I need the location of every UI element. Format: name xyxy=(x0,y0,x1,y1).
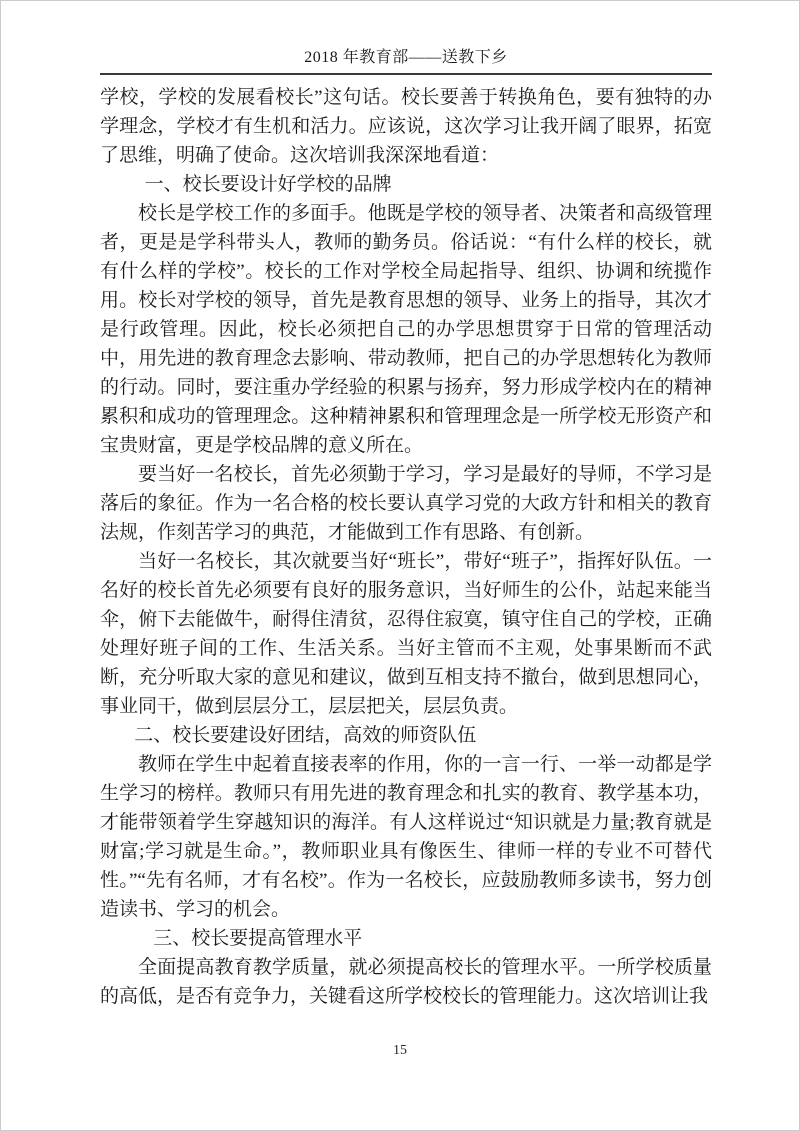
paragraph: 全面提高教育教学质量，就必须提高校长的管理水平。一所学校质量的高低，是否有竞争力，关键看这所学校校长的管理能力。这次培训让我 xyxy=(100,957,712,1007)
page-header-title: 2018 年教育部——送教下乡 xyxy=(304,49,508,66)
paragraph: 校长是学校工作的多面手。他既是学校的领导者、决策者和高级管理者，更是是学科带头人，教师的勤务员。俗话说：“有什么样的校长，就有什么样的学校”。校长的工作对学校全局起指导、组织、协调和统揽作用。校长对学校的领导，首先是教育思想的领导、业务上的指导，其次才是行政管理。因此，校长必须把自己的办学思想贯穿于日常的管理活动中，用先进的教育理念去影响、带动教师，把自己的办学思想转化为教师的行动。同时，要注重办学经验的积累与扬弃，努力形成学校内在的精神累积和成功的管理理念。这种精神累积和管理理念是一所学校无形资产和宝贵财富，更是学校品牌的意义所在。 xyxy=(100,203,712,456)
page-footer xyxy=(1,1042,799,1060)
paragraph: 要当好一名校长，首先必须勤于学习，学习是最好的导师，不学习是落后的象征。作为一名合格的校长要认真学习党的大政方针和相关的教育法规，作刻苦学习的典范，才能做到工作有思路、有创新。 xyxy=(100,464,712,543)
document-body xyxy=(100,83,712,1011)
section-heading-2: 二、校长要建设好团结，高效的师资队伍 xyxy=(134,725,477,746)
section-heading-3: 三、校长要提高管理水平 xyxy=(153,928,363,949)
paragraph: 教师在学生中起着直接表率的作用，你的一言一行、一举一动都是学生学习的榜样。教师只有用先进的教育理念和扎实的教育、教学基本功，才能带领着学生穿越知识的海洋。有人这样说过“知识就是力量;教育就是财富;学习就是生命。”，教师职业具有像医生、律师一样的专业不可替代性。”“先有名师，才有名校”。作为一名校长，应鼓励教师多读书，努力创造读书、学习的机会。 xyxy=(100,754,712,920)
paragraph: 当好一名校长，其次就要当好“班长”，带好“班子”，指挥好队伍。一名好的校长首先必须要有良好的服务意识，当好师生的公仆，站起来能当伞，俯下去能做牛，耐得住清贫，忍得住寂寞，镇守住自己的学校，正确处理好班子间的工作、生活关系。当好主管而不主观，处事果断而不武断，充分听取大家的意见和建议，做到互相支持不撤台，做到思想同心，事业同干，做到层层分工，层层把关，层层负责。 xyxy=(100,551,712,717)
page-number: 15 xyxy=(393,1043,407,1058)
page-header xyxy=(100,48,712,75)
section-heading-1: 一、校长要设计好学校的品牌 xyxy=(144,174,392,195)
paragraph-continuation: 学校，学校的发展看校长”这句话。校长要善于转换角色，要有独特的办学理念，学校才有生机和活力。应该说，这次学习让我开阔了眼界，拓宽了思维，明确了使命。这次培训我深深地看道： xyxy=(100,87,712,166)
